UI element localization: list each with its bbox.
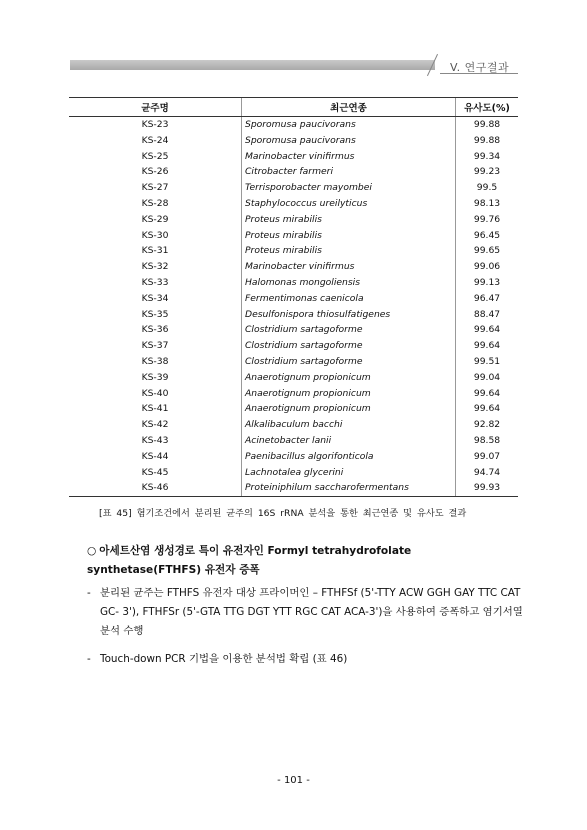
similarity-cell: 96.45 xyxy=(456,228,519,244)
table-row xyxy=(69,259,518,275)
table-row xyxy=(69,196,518,212)
table-body xyxy=(69,117,518,497)
strain-id-cell: KS-39 xyxy=(141,371,169,383)
similarity-cell: 92.82 xyxy=(456,417,519,433)
strain-id-cell: KS-40 xyxy=(141,387,169,399)
species-cell: Clostridium sartagoforme xyxy=(242,322,456,338)
species-cell: Fermentimonas caenicola xyxy=(242,291,456,307)
table-row xyxy=(69,449,518,465)
species-cell: Proteiniphilum saccharofermentans xyxy=(242,480,456,496)
column-header-similarity: 유사도(%) xyxy=(456,98,519,117)
strain-id-cell: KS-27 xyxy=(141,182,169,194)
table-row xyxy=(69,243,518,259)
circle-bullet-icon: ○ xyxy=(87,545,97,557)
similarity-cell: 99.5 xyxy=(456,180,519,196)
table-row xyxy=(69,465,518,481)
list-item xyxy=(87,650,527,669)
table-row xyxy=(69,164,518,180)
similarity-cell: 99.64 xyxy=(456,386,519,402)
species-cell: Sporomusa paucivorans xyxy=(242,133,456,149)
table-row xyxy=(69,133,518,149)
table-row xyxy=(69,228,518,244)
table-row xyxy=(69,212,518,228)
table-row xyxy=(69,180,518,196)
strain-id-cell: KS-44 xyxy=(141,450,169,462)
table-row xyxy=(69,338,518,354)
strain-id-cell: KS-24 xyxy=(141,134,169,146)
strain-id-cell: KS-30 xyxy=(141,229,169,241)
species-cell: Clostridium sartagoforme xyxy=(242,354,456,370)
species-cell: Anaerotignum propionicum xyxy=(242,401,456,417)
species-cell: Anaerotignum propionicum xyxy=(242,386,456,402)
table-row xyxy=(69,370,518,386)
list-item xyxy=(87,584,527,641)
similarity-cell: 98.58 xyxy=(456,433,519,449)
section-heading-text: 아세트산염 생성경로 특이 유전자인 Formyl tetrahydrofolate synthetase(FTHFS) 유전자 증폭 xyxy=(87,545,412,576)
section-heading xyxy=(87,542,527,580)
similarity-cell: 99.93 xyxy=(456,480,519,496)
column-header-species: 최근연종 xyxy=(242,98,456,117)
strain-id-cell: KS-38 xyxy=(141,355,169,367)
strain-table xyxy=(69,97,518,497)
table-row xyxy=(69,386,518,402)
species-cell: Halomonas mongoliensis xyxy=(242,275,456,291)
strain-id-cell: KS-36 xyxy=(141,324,169,336)
similarity-cell: 99.13 xyxy=(456,275,519,291)
species-cell: Terrisporobacter mayombei xyxy=(242,180,456,196)
species-cell: Proteus mirabilis xyxy=(242,228,456,244)
species-cell: Marinobacter vinifirmus xyxy=(242,149,456,165)
similarity-cell: 99.65 xyxy=(456,243,519,259)
similarity-cell: 99.64 xyxy=(456,338,519,354)
strain-id-cell: KS-46 xyxy=(69,480,242,496)
similarity-cell: 99.34 xyxy=(456,149,519,165)
species-cell: Paenibacillus algorifonticola xyxy=(242,449,456,465)
similarity-cell: 99.64 xyxy=(456,401,519,417)
column-header-strain: 균주명 xyxy=(69,98,242,117)
page-number: - 101 - xyxy=(277,775,310,786)
species-cell: Alkalibaculum bacchi xyxy=(242,417,456,433)
table-caption: [표 45] 혐기조건에서 분리된 균주의 16S rRNA 분석을 통한 최근연종 및 유사도 결과 xyxy=(99,508,467,519)
strain-id-cell: KS-45 xyxy=(141,466,169,478)
strain-id-cell: KS-26 xyxy=(141,166,169,178)
strain-id-cell: KS-29 xyxy=(141,213,169,225)
table-row xyxy=(69,417,518,433)
table-row xyxy=(69,307,518,323)
similarity-cell: 99.04 xyxy=(456,370,519,386)
similarity-cell: 88.47 xyxy=(456,307,519,323)
table-row xyxy=(69,275,518,291)
similarity-cell: 99.23 xyxy=(456,164,519,180)
similarity-cell: 99.64 xyxy=(456,322,519,338)
species-cell: Lachnotalea glycerini xyxy=(242,465,456,481)
strain-id-cell: KS-25 xyxy=(141,150,169,162)
species-cell: Desulfonispora thiosulfatigenes xyxy=(242,307,456,323)
strain-id-cell: KS-42 xyxy=(141,419,169,431)
table-row xyxy=(69,291,518,307)
table-row xyxy=(69,354,518,370)
similarity-cell: 94.74 xyxy=(456,465,519,481)
species-cell: Proteus mirabilis xyxy=(242,212,456,228)
strain-id-cell: KS-32 xyxy=(141,261,169,273)
similarity-cell: 99.51 xyxy=(456,354,519,370)
list-item-text: 분리된 균주는 FTHFS 유전자 대상 프라이머인 – FTHFSf (5'-TTY ACW GGH GAY TTC CAT GC- 3'), FTHFSr (5'-GTA TTG DGT YTT RGC CAT ACA-3')을 사용하여 증폭하고 염기서열 분석 수행 xyxy=(100,587,523,637)
species-cell: Sporomusa paucivorans xyxy=(242,117,456,133)
chapter-title: V. 연구결과 xyxy=(450,61,510,74)
table-row xyxy=(69,401,518,417)
species-cell: Staphylococcus ureilyticus xyxy=(242,196,456,212)
table-header-row xyxy=(69,98,518,117)
similarity-cell: 98.13 xyxy=(456,196,519,212)
strain-id-cell: KS-41 xyxy=(141,403,169,415)
species-cell: Proteus mirabilis xyxy=(242,243,456,259)
species-cell: Anaerotignum propionicum xyxy=(242,370,456,386)
strain-id-cell: KS-37 xyxy=(141,340,169,352)
table-row xyxy=(69,149,518,165)
strain-id-cell: KS-35 xyxy=(141,308,169,320)
similarity-cell: 99.07 xyxy=(456,449,519,465)
similarity-cell: 99.76 xyxy=(456,212,519,228)
strain-id-cell: KS-43 xyxy=(141,434,169,446)
species-cell: Marinobacter vinifirmus xyxy=(242,259,456,275)
strain-id-cell: KS-23 xyxy=(141,119,169,130)
species-cell: Acinetobacter lanii xyxy=(242,433,456,449)
similarity-cell: 99.06 xyxy=(456,259,519,275)
similarity-cell: 99.88 xyxy=(456,117,519,133)
similarity-cell: 96.47 xyxy=(456,291,519,307)
dash-bullet: - xyxy=(87,587,91,599)
strain-id-cell: KS-34 xyxy=(141,292,169,304)
species-cell: Clostridium sartagoforme xyxy=(242,338,456,354)
strain-id-cell: KS-33 xyxy=(141,276,169,288)
header-bar xyxy=(70,60,435,70)
table-row xyxy=(69,322,518,338)
species-cell: Citrobacter farmeri xyxy=(242,164,456,180)
table-row xyxy=(69,433,518,449)
dash-bullet: - xyxy=(87,653,91,665)
similarity-cell: 99.88 xyxy=(456,133,519,149)
list-item-text: Touch-down PCR 기법을 이용한 분석법 확립 (표 46) xyxy=(100,653,348,665)
table-row xyxy=(69,117,518,133)
strain-id-cell: KS-31 xyxy=(141,245,169,257)
table-row xyxy=(69,480,518,496)
strain-id-cell: KS-28 xyxy=(141,197,169,209)
